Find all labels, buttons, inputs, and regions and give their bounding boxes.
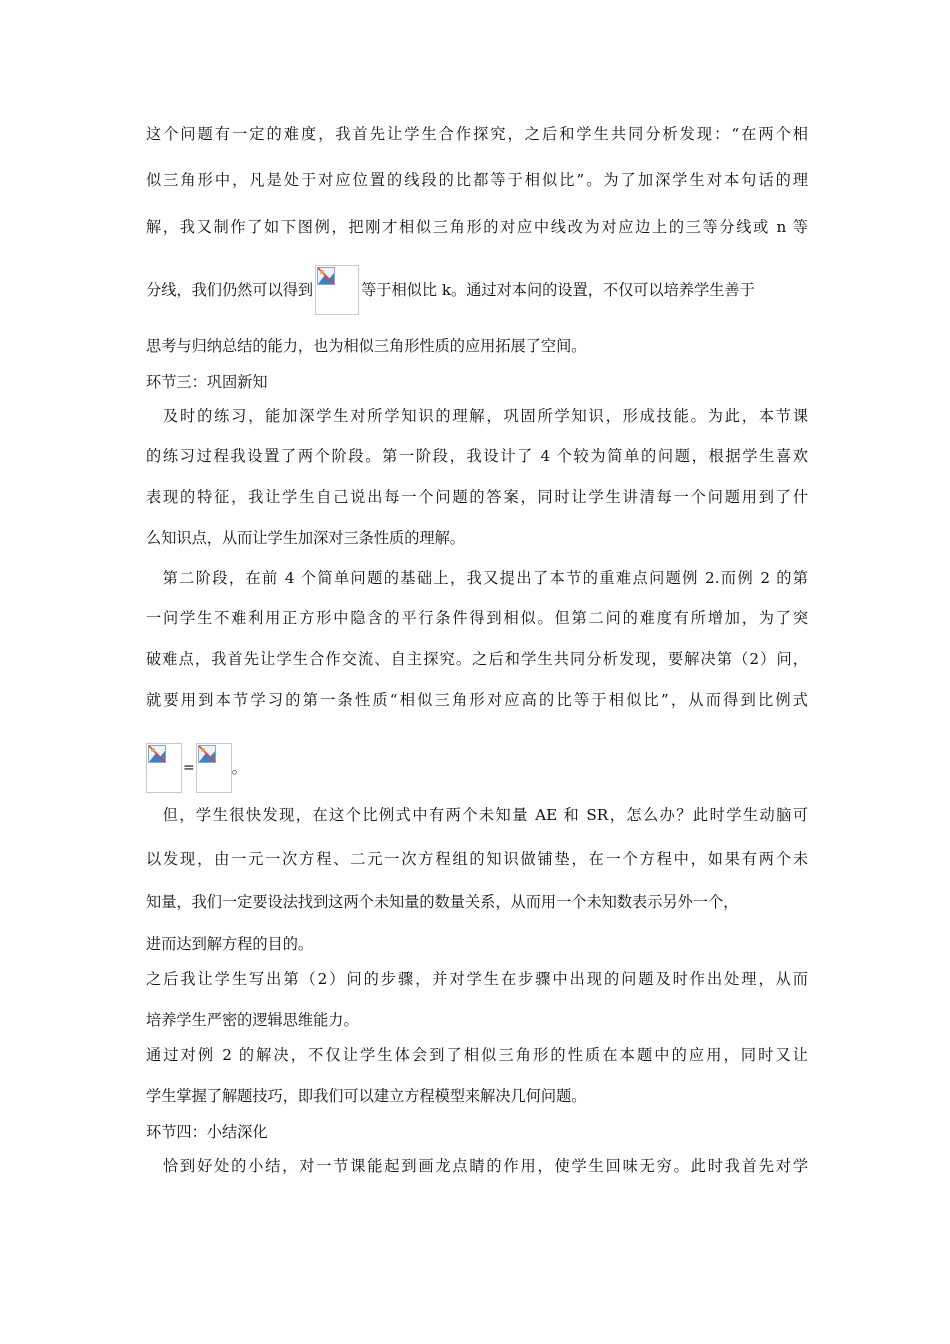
p7-line-1: 恰到好处的小结，对一节课能起到画龙点睛的作用，使学生回味无穷。此时我首先对学 <box>146 1157 808 1175</box>
p4-line-2: 以发现，由一元一次方程、二元一次方程组的知识做铺垫，在一个方程中，如果有两个未 <box>146 850 808 868</box>
p6-line-2: 学生掌握了解题技巧，即我们可以建立方程模型来解决几何问题。 <box>146 1087 587 1105</box>
broken-image-icon <box>146 743 182 793</box>
p1-line-4-after: 等于相似比 k。通过对本问的设置，不仅可以培养学生善于 <box>361 281 755 299</box>
p2-line-3: 表现的特征，我让学生自己说出每一个问题的答案，同时让学生讲清每一个问题用到了什 <box>146 488 808 506</box>
p1-line-5: 思考与归纳总结的能力，也为相似三角形性质的应用拓展了空间。 <box>146 337 587 355</box>
p5-line-2: 培养学生严密的逻辑思维能力。 <box>146 1011 359 1029</box>
p3-line-3: 破难点，我首先让学生合作交流、自主探究。之后和学生共同分析发现，要解决第（2）问， <box>146 650 808 668</box>
p4-line-4: 进而达到解方程的目的。 <box>146 935 314 953</box>
broken-image-icon <box>196 743 232 793</box>
p1-line-4 <box>146 264 808 316</box>
broken-image-glyph <box>148 745 166 763</box>
p2-line-2: 的练习过程我设置了两个阶段。第一阶段，我设计了 4 个较为简单的问题，根据学生喜欢 <box>146 447 808 465</box>
p1-line-1: 这个问题有一定的难度，我首先让学生合作探究，之后和学生共同分析发现：“在两个相 <box>146 125 808 143</box>
broken-image-icon <box>315 265 359 315</box>
formula-period: 。 <box>231 759 247 777</box>
p4-line-1: 但，学生很快发现，在这个比例式中有两个未知量 AE 和 SR，怎么办？此时学生动脑可 <box>146 806 808 824</box>
p2-line-4: 么知识点，从而让学生加深对三条性质的理解。 <box>146 529 465 547</box>
p1-line-2: 似三角形中，凡是处于对应位置的线段的比都等于相似比”。为了加深学生对本句话的理 <box>146 171 808 189</box>
proportion-formula <box>146 742 808 794</box>
p3-line-2: 一问学生不难利用正方形中隐含的平行条件得到相似。但第二问的难度有所增加，为了突 <box>146 609 808 627</box>
p3-line-1: 第二阶段，在前 4 个简单问题的基础上，我又提出了本节的重难点问题例 2.而例 2 的第 <box>146 569 808 587</box>
p3-line-4: 就要用到本节学习的第一条性质“相似三角形对应高的比等于相似比”，从而得到比例式 <box>146 691 808 709</box>
equals-sign: = <box>183 760 195 776</box>
p1-line-4-before: 分线，我们仍然可以得到 <box>146 281 314 299</box>
p1-line-3: 解，我又制作了如下图例，把刚才相似三角形的对应中线改为对应边上的三等分线或 n 等 <box>146 218 808 236</box>
section-heading-4: 环节四：小结深化 <box>146 1123 268 1141</box>
p5-line-1: 之后我让学生写出第（2）问的步骤，并对学生在步骤中出现的问题及时作出处理，从而 <box>146 970 808 988</box>
p6-line-1: 通过对例 2 的解决，不仅让学生体会到了相似三角形的性质在本题中的应用，同时又让 <box>146 1046 808 1064</box>
p2-line-1: 及时的练习，能加深学生对所学知识的理解，巩固所学知识，形成技能。为此，本节课 <box>146 407 808 425</box>
section-heading-3: 环节三：巩固新知 <box>146 373 268 391</box>
p4-line-3: 知量，我们一定要设法找到这两个未知量的数量关系，从而用一个未知数表示另外一个， <box>146 893 739 911</box>
broken-image-glyph <box>317 267 335 285</box>
broken-image-glyph <box>198 745 216 763</box>
